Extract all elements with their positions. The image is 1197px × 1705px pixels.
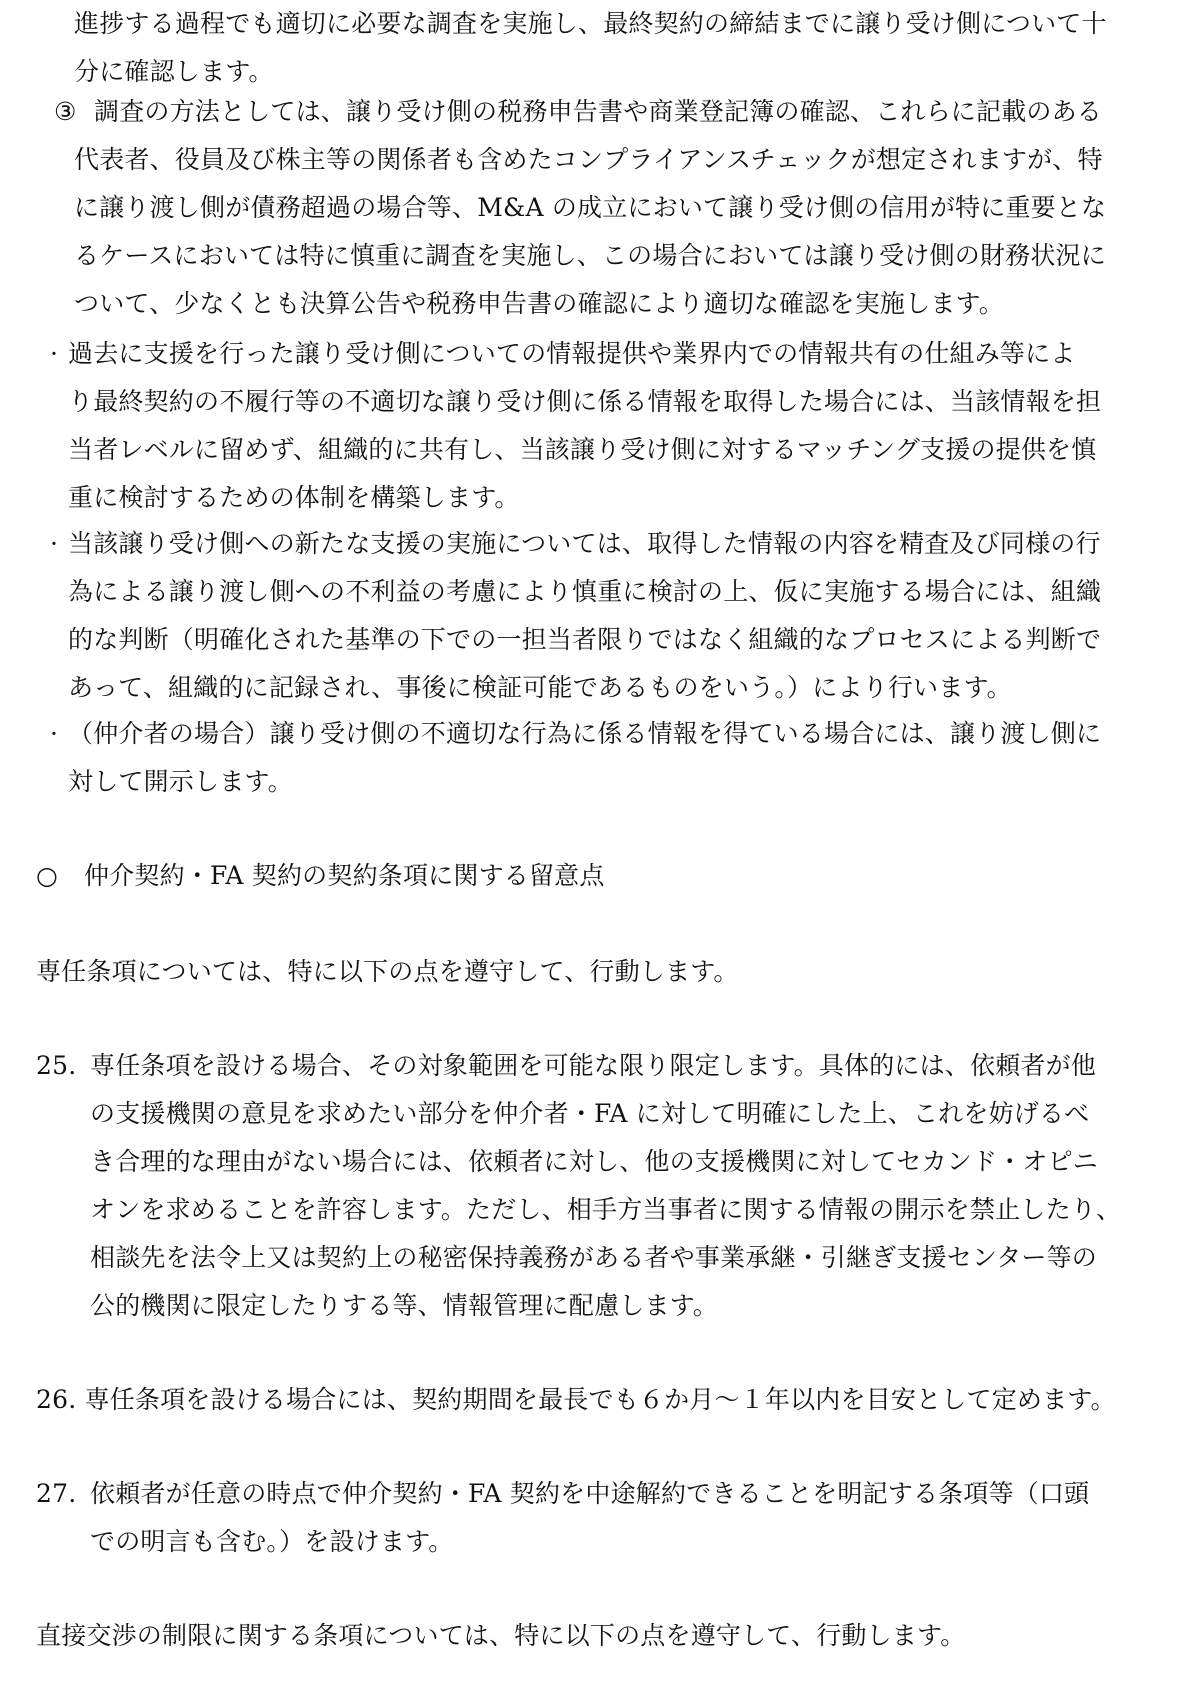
- text-line: き合理的な理由がない場合には、依頼者に対し、他の支援機関に対してセカンド・オピニ: [90, 1147, 1099, 1176]
- text-line: 的な判断（明確化された基準の下での一担当者限りではなく組織的なプロセスによる判断で: [68, 625, 1102, 654]
- text-line: 重に検討するための体制を構築します。: [68, 483, 520, 512]
- text-line: 当該譲り受け側への新たな支援の実施については、取得した情報の内容を精査及び同様の行: [68, 529, 1101, 558]
- item-marker: ③: [54, 97, 77, 126]
- text-line: 進捗する過程でも適切に必要な調査を実施し、最終契約の締結までに譲り受け側について十: [74, 9, 1107, 38]
- numbered-item-27: [36, 1470, 1170, 1566]
- text-line: 依頼者が任意の時点で仲介契約・FA 契約を中途解約できることを明記する条項等（口頭: [90, 1479, 1090, 1508]
- text-line: 代表者、役員及び株主等の関係者も含めたコンプライアンスチェックが想定されますが、特: [74, 145, 1103, 174]
- text-line: 為による譲り渡し側への不利益の考慮により慎重に検討の上、仮に実施する場合には、組織: [68, 577, 1102, 606]
- section-heading-text: 仲介契約・FA 契約の契約条項に関する留意点: [84, 861, 605, 890]
- text-line: 専任条項については、特に以下の点を遵守して、行動します。: [36, 957, 739, 986]
- text-line: 対して開示します。: [68, 767, 293, 796]
- numbered-item-25: [36, 1042, 1170, 1330]
- text-line: ついて、少なくとも決算公告や税務申告書の確認により適切な確認を実施します。: [74, 289, 1004, 318]
- text-line: （仲介者の場合）譲り受け側の不適切な行為に係る情報を得ている場合には、譲り渡し側に: [68, 719, 1102, 748]
- item-number: 27.: [36, 1479, 77, 1508]
- bullet-marker: ·: [50, 339, 59, 368]
- text-line: 当者レベルに留めず、組織的に共有し、当該譲り受け側に対するマッチング支援の提供を慎: [68, 435, 1097, 464]
- circle-marker: ○: [36, 861, 59, 890]
- numbered-item-26: [36, 1376, 1176, 1424]
- intro-sentence: [36, 1612, 1176, 1660]
- bullet-marker: ·: [50, 529, 59, 558]
- intro-sentence: [36, 948, 1176, 996]
- text-line: り最終契約の不履行等の不適切な譲り受け側に係る情報を取得した場合には、当該情報を担: [68, 387, 1102, 416]
- section-heading: [36, 852, 1176, 900]
- text-line: での明言も含む。）を設けます。: [90, 1527, 454, 1556]
- bullet-item: [50, 330, 1168, 522]
- text-line: 直接交渉の制限に関する条項については、特に以下の点を遵守して、行動します。: [36, 1621, 966, 1650]
- text-line: 分に確認します。: [74, 57, 274, 86]
- text-line: 調査の方法としては、譲り受け側の税務申告書や商業登記簿の確認、これらに記載のある: [94, 97, 1103, 126]
- text-line: に譲り渡し側が債務超過の場合等、M&A の成立において譲り受け側の信用が特に重要とな: [74, 193, 1107, 222]
- text-line: あって、組織的に記録され、事後に検証可能であるものをいう。）により行います。: [68, 673, 1012, 702]
- text-line: 公的機関に限定したりする等、情報管理に配慮します。: [90, 1291, 719, 1320]
- text-line: の支援機関の意見を求めたい部分を仲介者・FA に対して明確にした上、これを妨げるべ: [90, 1099, 1090, 1128]
- numbered-item-3: [54, 88, 1169, 328]
- bullet-marker: ·: [50, 719, 59, 748]
- bullet-item: [50, 710, 1168, 806]
- item-number: 25.: [36, 1051, 77, 1080]
- text-line: 相談先を法令上又は契約上の秘密保持義務がある者や事業承継・引継ぎ支援センター等の: [90, 1243, 1098, 1272]
- text-line: 26. 専任条項を設ける場合には、契約期間を最長でも６か月～１年以内を目安として定めます。: [36, 1385, 1116, 1414]
- text-line: 過去に支援を行った譲り受け側についての情報提供や業界内での情報共有の仕組み等によ: [68, 339, 1076, 368]
- text-line: オンを求めることを許容します。ただし、相手方当事者に関する情報の開示を禁止したり、: [90, 1195, 1122, 1224]
- text-line: 専任条項を設ける場合、その対象範囲を可能な限り限定します。具体的には、依頼者が他: [90, 1051, 1097, 1080]
- paragraph-continuation: [74, 0, 1169, 96]
- bullet-item: [50, 520, 1168, 712]
- text-line: るケースにおいては特に慎重に調査を実施し、この場合においては譲り受け側の財務状況に: [74, 241, 1106, 270]
